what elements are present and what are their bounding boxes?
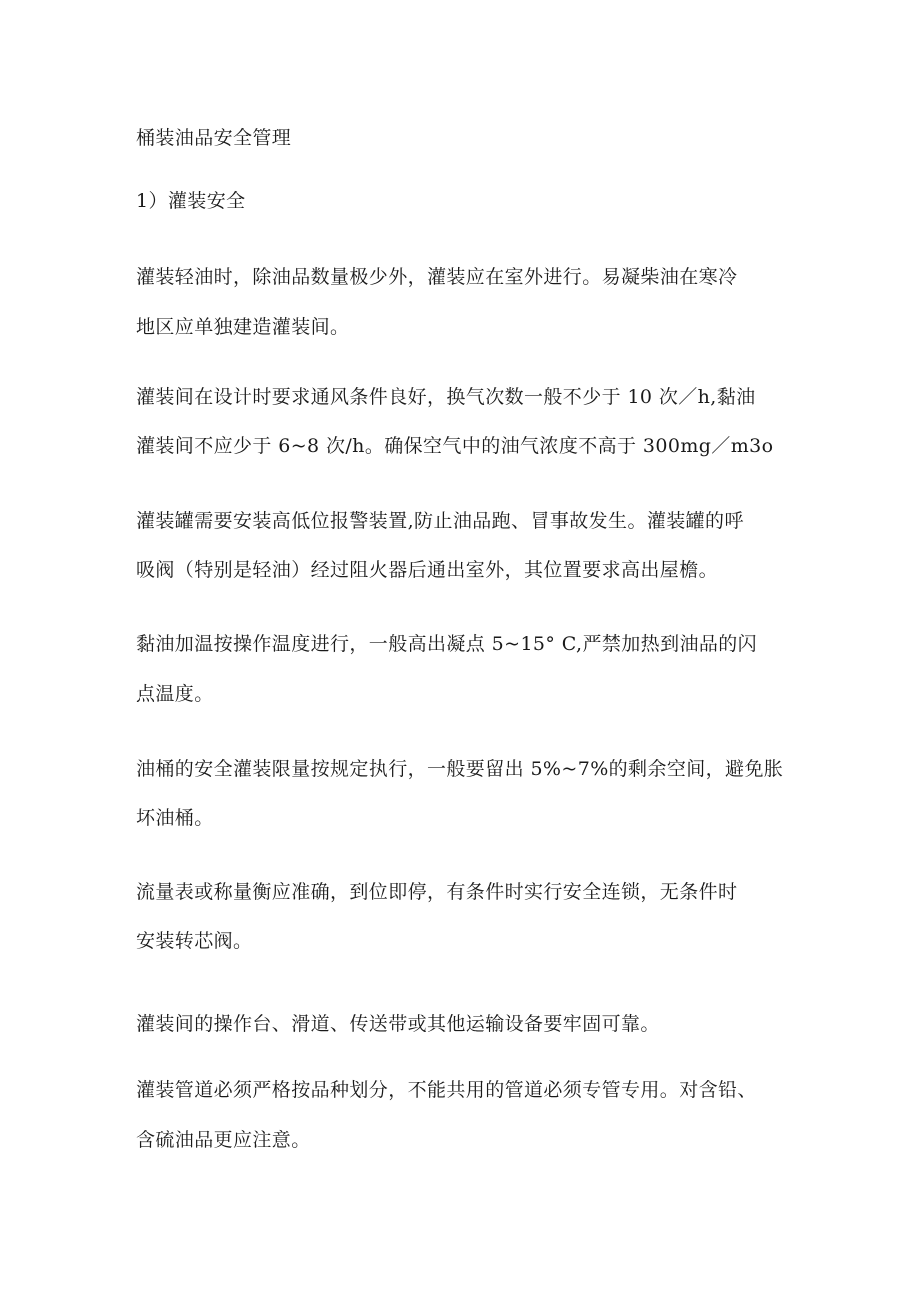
paragraph-line: 灌装间在设计时要求通风条件良好，换气次数一般不少于 10 次／h,黏油	[136, 386, 756, 408]
paragraph-line: 灌装间的操作台、滑道、传送带或其他运输设备要牢固可靠。	[136, 1013, 660, 1035]
paragraph-line: 油桶的安全灌装限量按规定执行，一般要留出 5%~7%的剩余空间，避免胀	[136, 758, 784, 780]
section-heading: 1）灌装安全	[136, 190, 246, 212]
paragraph-line: 灌装罐需要安装高低位报警装置,防止油品跑、冒事故发生。灌装罐的呼	[136, 510, 744, 532]
paragraph-line: 吸阀（特别是轻油）经过阻火器后通出室外，其位置要求高出屋檐。	[136, 559, 719, 581]
paragraph-line: 坏油桶。	[136, 807, 214, 829]
paragraph-line: 点温度。	[136, 683, 214, 705]
document-title: 桶装油品安全管理	[136, 127, 292, 149]
paragraph-line: 流量表或称量衡应准确，到位即停，有条件时实行安全连锁，无条件时	[136, 881, 738, 903]
paragraph-line: 灌装管道必须严格按品种划分，不能共用的管道必须专管专用。对含铅、	[136, 1079, 757, 1101]
paragraph-line: 黏油加温按操作温度进行，一般高出凝点 5~15° C,严禁加热到油品的闪	[136, 633, 758, 655]
paragraph-line: 含硫油品更应注意。	[136, 1129, 311, 1151]
paragraph-line: 地区应单独建造灌装间。	[136, 316, 350, 338]
paragraph-line: 安装转芯阀。	[136, 930, 253, 952]
paragraph-line: 灌装间不应少于 6~8 次/h。确保空气中的油气浓度不高于 300mg／m3o	[136, 435, 774, 457]
paragraph-line: 灌装轻油时，除油品数量极少外，灌装应在室外进行。易凝柴油在寒冷	[136, 266, 738, 288]
